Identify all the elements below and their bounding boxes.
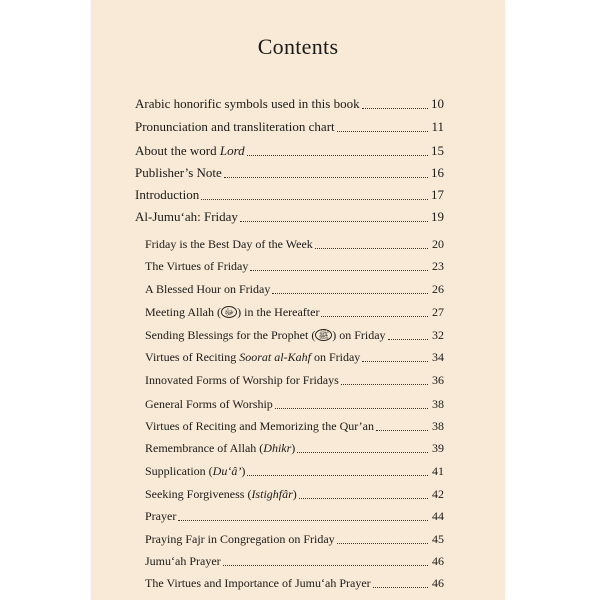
- toc-text-italic: Du‘â’: [212, 464, 242, 478]
- toc-page-number: 23: [432, 259, 444, 273]
- toc-leader: [250, 269, 428, 271]
- toc-text-part: ): [292, 487, 297, 501]
- toc-entry: [135, 209, 444, 225]
- toc-text-part: ): [241, 464, 246, 478]
- toc-entry: [135, 96, 444, 112]
- toc-leader: [376, 429, 428, 431]
- toc-entry-text: General Forms of Worship: [145, 397, 273, 411]
- toc-text-part: Remembrance of Allah (: [145, 441, 264, 455]
- toc-page-number: 19: [431, 209, 444, 224]
- toc-page-number: 38: [432, 419, 444, 433]
- toc-text-italic: Soorat al-Kahf: [239, 350, 311, 364]
- toc-text-part: Meeting Allah (: [145, 305, 221, 319]
- toc-leader: [388, 338, 428, 340]
- toc-subentry: [145, 509, 444, 524]
- toc-leader: [247, 154, 428, 156]
- book-page: [91, 0, 505, 600]
- toc-entry-text: The Virtues and Importance of Jumu‘ah Prayer: [145, 576, 371, 590]
- toc-entry-text: Publisher’s Note: [135, 165, 222, 180]
- toc-subentry: [145, 282, 444, 297]
- toc-leader: [247, 474, 428, 476]
- toc-subentry: [145, 419, 444, 434]
- toc-page-number: 26: [432, 282, 444, 296]
- toc-entry: [135, 119, 444, 135]
- toc-subentry: [145, 237, 444, 252]
- toc-entry-text: Introduction: [135, 187, 200, 202]
- toc-entry-text: Jumu‘ah Prayer: [145, 554, 221, 568]
- toc-page-number: 11: [431, 119, 444, 134]
- toc-entry-text: A Blessed Hour on Friday: [145, 282, 271, 296]
- toc-leader: [297, 451, 428, 453]
- toc-text-part: ): [291, 441, 296, 455]
- toc-page-number: 17: [431, 187, 444, 202]
- toc-text-part: Sending Blessings for the Prophet (: [145, 328, 316, 342]
- toc-subentry: [145, 259, 444, 274]
- honorific-symbol-icon: ﷺ: [315, 329, 332, 341]
- toc-leader: [272, 292, 428, 294]
- toc-entry-text: [145, 487, 297, 502]
- toc-subentry: [145, 487, 444, 502]
- toc-subentry: [145, 350, 444, 365]
- toc-leader: [362, 107, 428, 109]
- toc-entry-text: [145, 305, 319, 320]
- toc-leader: [315, 247, 428, 249]
- toc-entry-text: Pronunciation and transliteration chart: [135, 119, 335, 134]
- toc-entry: [135, 187, 444, 203]
- toc-subentry: [145, 441, 444, 456]
- toc-entry-text: Virtues of Reciting and Memorizing the Qur’an: [145, 419, 374, 433]
- toc-subentry: [145, 576, 444, 591]
- toc-page-number: 20: [432, 237, 444, 251]
- toc-leader: [223, 564, 428, 566]
- toc-entry-text: [145, 350, 360, 365]
- toc-text-italic: Dhikr: [263, 441, 292, 455]
- toc-entry-text: [145, 441, 295, 456]
- toc-page-number: 36: [432, 373, 444, 387]
- toc-text-part: Virtues of Reciting: [145, 350, 240, 364]
- toc-text-italic: Istighfâr: [251, 487, 293, 501]
- toc-text-part: on Friday: [310, 350, 361, 364]
- toc-entry-text: Innovated Forms of Worship for Fridays: [145, 373, 339, 387]
- toc-subentry: [145, 532, 444, 547]
- toc-entry-text: [145, 328, 386, 343]
- toc-leader: [321, 315, 428, 317]
- toc-entry-text: Arabic honorific symbols used in this book: [135, 96, 360, 111]
- toc-leader: [178, 519, 428, 521]
- toc-subentry: [145, 305, 444, 320]
- toc-entry-text: The Virtues of Friday: [145, 259, 249, 273]
- toc-text-part: Supplication (: [145, 464, 213, 478]
- toc-page-number: 32: [432, 328, 444, 342]
- toc-page-number: 41: [432, 464, 444, 478]
- toc-page-number: 39: [432, 441, 444, 455]
- toc-text-part: Seeking Forgiveness (: [145, 487, 252, 501]
- toc-leader: [275, 407, 428, 409]
- toc-leader: [362, 360, 428, 362]
- toc-entry-text: Friday is the Best Day of the Week: [145, 237, 313, 251]
- toc-entry-text: Prayer: [145, 509, 177, 523]
- toc-subentry: [145, 397, 444, 412]
- toc-page-number: 46: [432, 554, 444, 568]
- toc-entry: [135, 165, 444, 181]
- toc-text-italic: Lord: [219, 143, 245, 158]
- toc-page-number: 34: [432, 350, 444, 364]
- honorific-symbol-icon: ﷻ: [221, 306, 237, 318]
- toc-text-part: ) on Friday: [332, 328, 386, 342]
- toc-entry-text: Al-Jumu‘ah: Friday: [135, 209, 238, 224]
- toc-text-part: About the word: [135, 143, 220, 158]
- toc-leader: [337, 542, 428, 544]
- toc-page-number: 15: [431, 143, 444, 158]
- toc-page-number: 27: [432, 305, 444, 319]
- toc-entry: [135, 143, 444, 159]
- toc-subentry: [145, 328, 444, 343]
- toc-entry-text: Praying Fajr in Congregation on Friday: [145, 532, 335, 546]
- toc-page-number: 46: [432, 576, 444, 590]
- toc-leader: [337, 130, 428, 132]
- toc-page-number: 10: [431, 96, 444, 111]
- toc-leader: [240, 220, 428, 222]
- toc-leader: [341, 383, 428, 385]
- toc-entry-text: [135, 143, 245, 159]
- toc-subentry: [145, 373, 444, 388]
- toc-subentry: [145, 464, 444, 479]
- toc-page-number: 38: [432, 397, 444, 411]
- toc-page-number: 44: [432, 509, 444, 523]
- page-title: Contents: [257, 34, 339, 59]
- toc-page-number: 42: [432, 487, 444, 501]
- toc-page-number: 45: [432, 532, 444, 546]
- toc-leader: [373, 586, 428, 588]
- toc-subentry: [145, 554, 444, 569]
- toc-leader: [224, 176, 428, 178]
- toc-entry-text: [145, 464, 245, 479]
- toc-text-part: ) in the Hereafter: [237, 305, 320, 319]
- toc-leader: [201, 198, 428, 200]
- toc-page-number: 16: [431, 165, 444, 180]
- toc-leader: [299, 497, 428, 499]
